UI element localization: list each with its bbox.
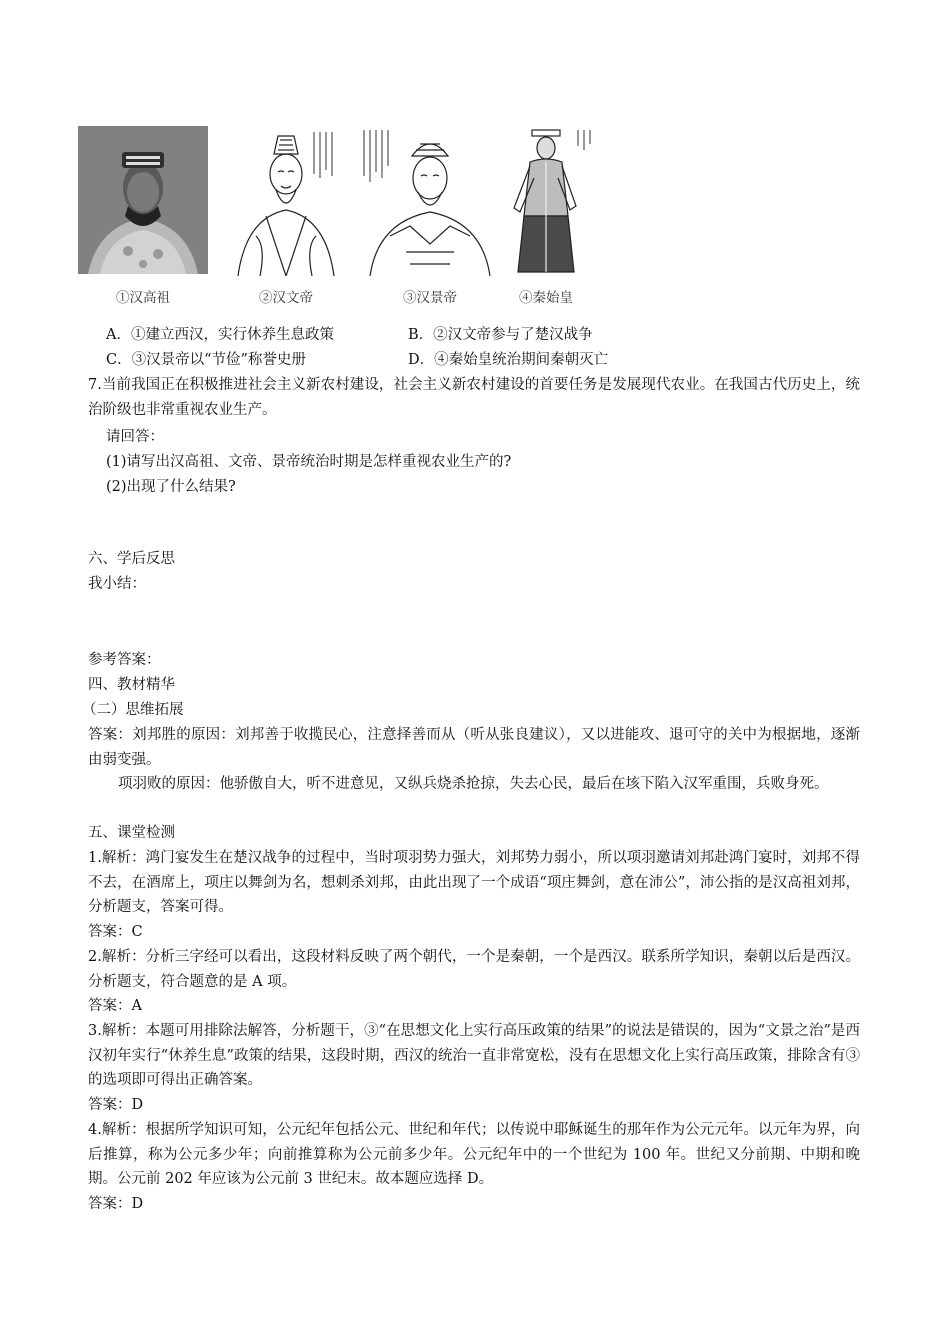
- section-reflection-summary: 我小结：: [88, 576, 146, 592]
- answer-4: 答案：D: [88, 1196, 144, 1212]
- answers-section-4: 四、教材精华: [88, 677, 175, 693]
- answer-1: 答案：C: [88, 924, 143, 940]
- line-drawing-portrait-icon: [226, 126, 346, 276]
- section-reflection-title: 六、学后反思: [88, 551, 175, 567]
- figure-caption: ①汉高祖: [116, 290, 170, 306]
- answers-section-4-2: （二）思维拓展: [82, 702, 184, 718]
- q6-option-d: D．④秦始皇统治期间秦朝灭亡: [408, 352, 609, 368]
- answer-1-analysis: 1.解析：鸿门宴发生在楚汉战争的过程中，当时项羽势力强大，刘邦势力弱小，所以项羽邀请刘邦赴鸿门宴时，刘邦不得不去，在酒席上，项庄以舞剑为名，想刺杀刘邦，由此出现了一个成语“项庄舞剑，意在沛公”，沛公指的是汉高祖刘邦，分析题支，答案可得。: [88, 850, 860, 915]
- q7-prompt: 请回答：: [106, 429, 164, 445]
- answers-title: 参考答案：: [88, 652, 161, 668]
- answer-2: 答案：A: [88, 998, 142, 1014]
- figure-han-wendi: [226, 126, 346, 316]
- answer-3-analysis: 3.解析：本题可用排除法解答，分析题干，③“在思想文化上实行高压政策的结果”的说法是错误的，因为“文景之治”是西汉初年实行“休养生息”政策的结果，这段时期，西汉的统治一直非常宽松，没有在思想文化上实行高压政策，排除含有③的选项即可得出正确答案。: [88, 1023, 860, 1088]
- figure-caption: ②汉文帝: [259, 290, 313, 306]
- answers-section-5: 五、课堂检测: [88, 825, 175, 841]
- q6-option-row-1: [106, 324, 593, 346]
- q7-sub2: (2)出现了什么结果?: [106, 479, 236, 495]
- answer-2-analysis: 2.解析：分析三字经可以看出，这段材料反映了两个朝代，一个是秦朝，一个是西汉。联系所学知识，秦朝以后是西汉。分析题支，符合题意的是 A 项。: [88, 949, 860, 990]
- figure-han-gaozu: [78, 126, 208, 316]
- figure-caption: ③汉景帝: [403, 290, 457, 306]
- q6-option-c: C．③汉景帝以“节俭”称誉史册: [106, 352, 306, 368]
- q7-sub1: (1)请写出汉高祖、文帝、景帝统治时期是怎样重视农业生产的?: [106, 454, 512, 470]
- q7-stem: 7.当前我国正在积极推进社会主义新农村建设，社会主义新农村建设的首要任务是发展现代农业。在我国古代历史上，统治阶级也非常重视农业生产。: [88, 377, 860, 418]
- emperor-figures: [78, 126, 618, 316]
- figure-qin-shihuang: [496, 126, 596, 316]
- line-drawing-portrait-icon: [360, 126, 500, 276]
- figure-caption: ④秦始皇: [519, 290, 573, 306]
- standing-figure-icon: [496, 126, 596, 276]
- figure-han-jingdi: [360, 126, 500, 316]
- q6-option-a: A．①建立西汉，实行休养生息政策: [106, 327, 334, 343]
- portrait-painting-icon: [78, 126, 208, 274]
- q6-option-row-2: [106, 349, 609, 371]
- answer-think-2: 项羽败的原因：他骄傲自大，听不进意见，又纵兵烧杀抢掠，失去心民，最后在垓下陷入汉军重围，兵败身死。: [118, 776, 829, 792]
- answer-think-1: 答案：刘邦胜的原因：刘邦善于收揽民心，注意择善而从（听从张良建议），又以进能攻、退可守的关中为根据地，逐渐由弱变强。: [88, 727, 860, 768]
- answer-4-analysis: 4.解析：根据所学知识可知，公元纪年包括公元、世纪和年代；以传说中耶稣诞生的那年作为公元元年。以元年为界，向后推算，称为公元多少年；向前推算称为公元前多少年。公元纪年中的一个世纪为 100 年。世纪又分前期、中期和晚期。公元前 202 年应该为公元前 3 世纪末。故本题应选择 D。: [88, 1122, 860, 1187]
- answer-3: 答案：D: [88, 1097, 144, 1113]
- q6-option-b: B．②汉文帝参与了楚汉战争: [408, 327, 593, 343]
